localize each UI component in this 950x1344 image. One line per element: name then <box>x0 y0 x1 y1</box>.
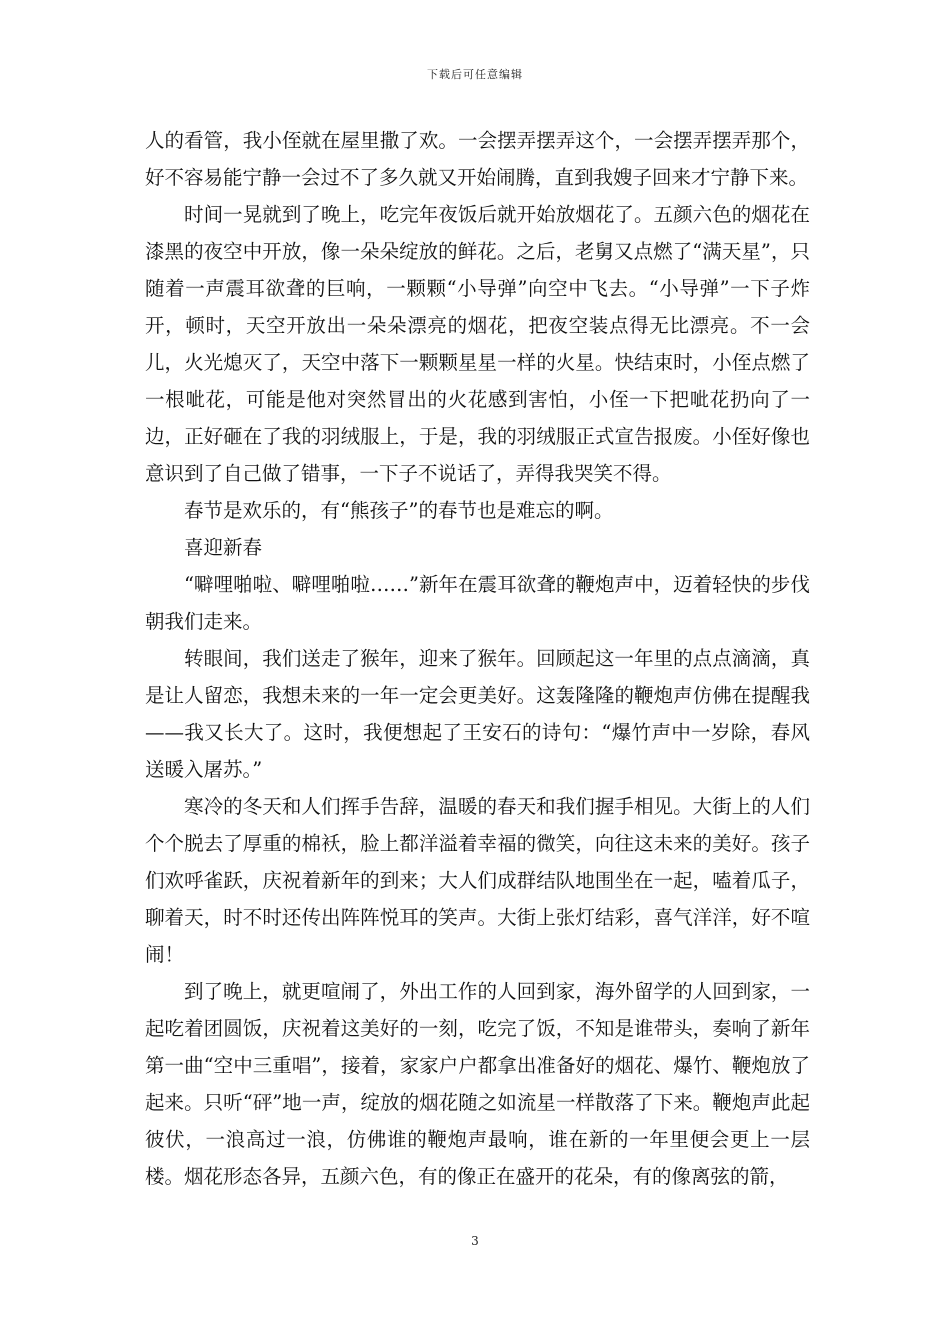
section-title: 喜迎新春 <box>184 536 263 559</box>
paragraph: 春节是欢乐的，有“熊孩子”的春节也是难忘的啊。 <box>184 499 614 522</box>
paragraph-continuation: 人的看管，我小侄就在屋里撒了欢。一会摆弄摆弄这个，一会摆弄摆弄那个，好不容易能宁静一会过不了多久就又开始闹腾，直到我嫂子回来才宁静下来。 <box>145 129 810 189</box>
paragraph: “噼哩啪啦、噼哩啪啦……”新年在震耳欲聋的鞭炮声中，迈着轻快的步伐朝我们走来。 <box>145 573 810 633</box>
paragraph: 寒冷的冬天和人们挥手告辞，温暖的春天和我们握手相见。大街上的人们个个脱去了厚重的棉袄，脸上都洋溢着幸福的微笑，向往这未来的美好。孩子们欢呼雀跃，庆祝着新年的到来；大人们成群结队地围坐在一起，嗑着瓜子，聊着天，时不时还传出阵阵悦耳的笑声。大街上张灯结彩，喜气洋洋，好不喧闹！ <box>145 795 810 966</box>
page-number: 3 <box>471 1234 479 1248</box>
paragraph: 转眼间，我们送走了猴年，迎来了猴年。回顾起这一年里的点点滴滴，真是让人留恋，我想未来的一年一定会更美好。这轰隆隆的鞭炮声仿佛在提醒我——我又长大了。这时，我便想起了王安石的诗句：“爆竹声中一岁除，春风送暖入屠苏。” <box>145 647 810 781</box>
paragraph: 时间一晃就到了晚上，吃完年夜饭后就开始放烟花了。五颜六色的烟花在漆黑的夜空中开放，像一朵朵绽放的鲜花。之后，老舅又点燃了“满天星”，只随着一声震耳欲聋的巨响，一颗颗“小导弹”向空中飞去。“小导弹”一下子炸开，顿时，天空开放出一朵朵漂亮的烟花，把夜空装点得无比漂亮。不一会儿，火光熄灭了，天空中落下一颗颗星星一样的火星。快结束时，小侄点燃了一根呲花，可能是他对突然冒出的火花感到害怕，小侄一下把呲花扔向了一边，正好砸在了我的羽绒服上，于是，我的羽绒服正式宣告报废。小侄好像也意识到了自己做了错事，一下子不说话了，弄得我哭笑不得。 <box>145 203 810 485</box>
page-header: 下载后可任意编辑 <box>427 68 523 81</box>
paragraph: 到了晚上，就更喧闹了，外出工作的人回到家，海外留学的人回到家，一起吃着团圆饭，庆祝着这美好的一刻，吃完了饭，不知是谁带头，奏响了新年第一曲“空中三重唱”，接着，家家户户都拿出准备好的烟花、爆竹、鞭炮放了起来。只听“砰”地一声，绽放的烟花随之如流星一样散落了下来。鞭炮声此起彼伏，一浪高过一浪，仿佛谁的鞭炮声最响，谁在新的一年里便会更上一层楼。烟花形态各异，五颜六色，有的像正在盛开的花朵，有的像离弦的箭， <box>145 980 810 1188</box>
document-body <box>145 122 810 1195</box>
